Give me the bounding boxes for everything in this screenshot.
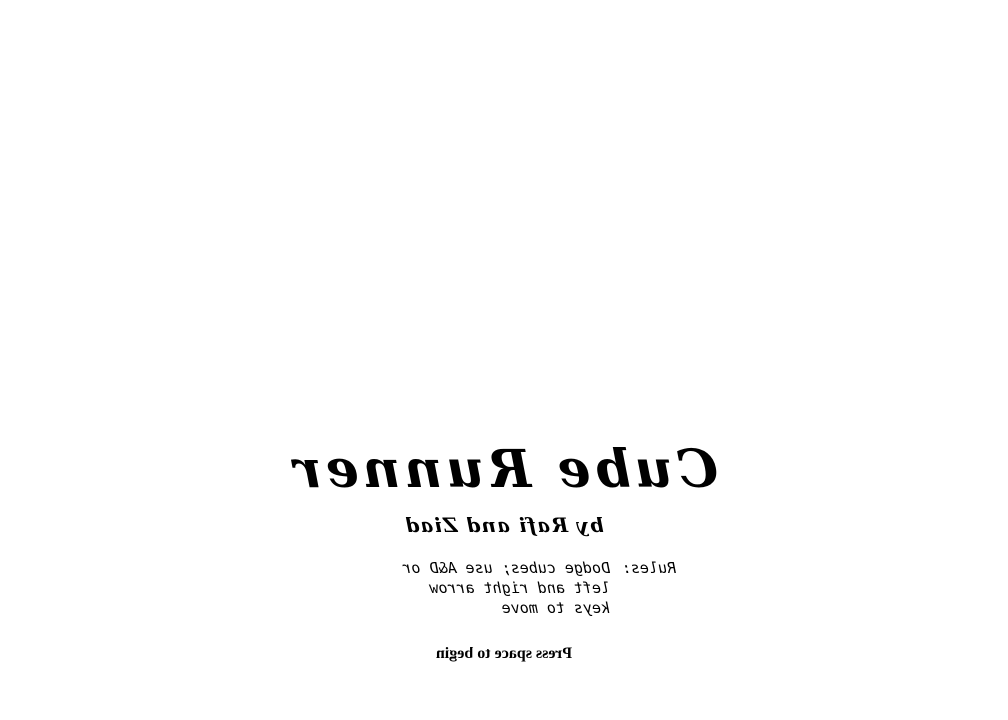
start-prompt: Press space to begin: [435, 645, 573, 662]
game-title: Cube Runner: [290, 439, 718, 500]
rules-label: Rules:: [621, 559, 676, 577]
rules-text: Dodge cubes; use A&D or left and right arrow keys to move: [402, 559, 610, 617]
author-byline: by Rafi and Ziad: [404, 513, 604, 537]
